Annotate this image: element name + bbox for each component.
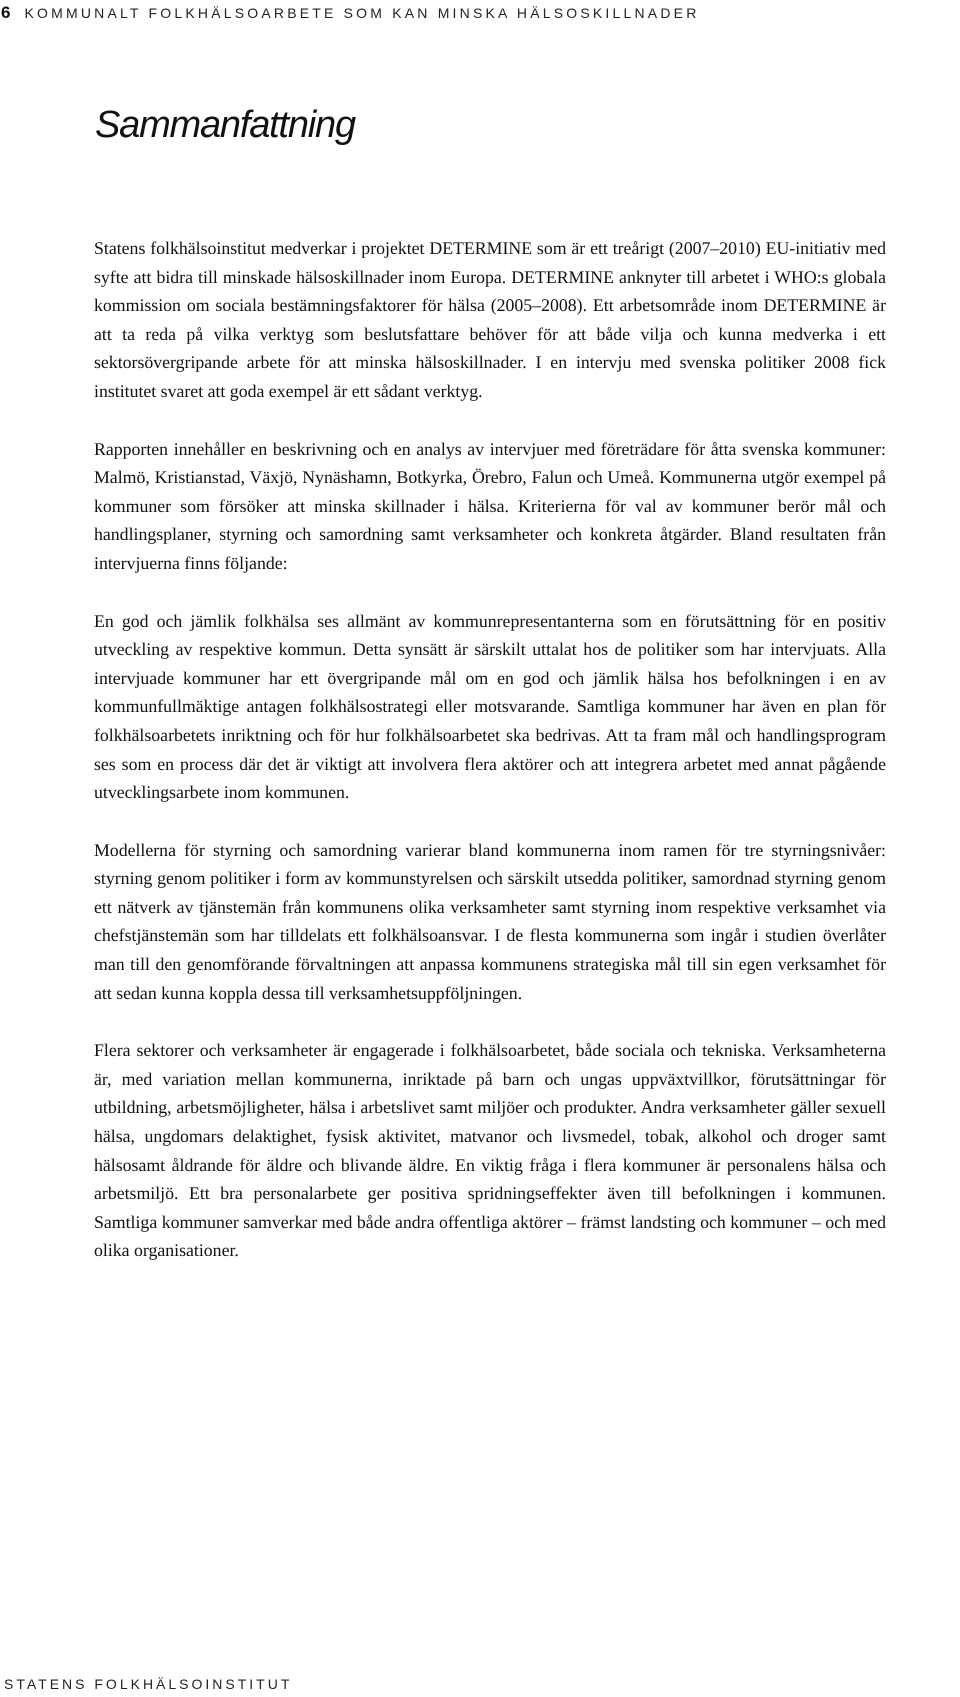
- paragraph-governance-models: Modellerna för styrning och samordning varierar bland kommunerna inom ramen för tre styrningsnivåer: styrning genom politiker i form av kommunstyrelsen och särskilt utsedda politiker, samordnad styrning genom ett nätverk av tjänstemän från kommunens olika verksamheter samt styrning inom respektive verksamhet via chefstjänstemän som har tilldelats ett folkhälsoansvar. I de flesta kommunerna som ingår i studien överlåter man till den genomförande förvaltningen att anpassa kommunens strategiska mål till sin egen verksamhet för att sedan kunna koppla dessa till verksamhetsuppföljningen.: [94, 839, 886, 1003]
- page-number: 6: [1, 3, 11, 22]
- running-footer: STATENS FOLKHÄLSOINSTITUT: [4, 1676, 293, 1692]
- paragraph-equal-health: En god och jämlik folkhälsa ses allmänt av kommunrepresentanterna som en förutsättning för en positiv utveckling av respektive kommun. Detta synsätt är särskilt uttalat hos de politiker som har intervjuats. Alla intervjuade kommuner har ett övergripande mål om en god och jämlik hälsa hos befolkningen i en av kommunfullmäktige antagen folkhälsostrategi eller motsvarande. Samtliga kommuner har även en plan för folkhälsoarbetets inriktning och för hur folkhälsoarbetet ska bedrivas. Att ta fram mål och handlingsprogram ses som en process där det är viktigt att involvera flera aktörer och att integrera arbetet med annat pågående utvecklingsarbete inom kommunen.: [94, 610, 886, 803]
- body-text: [94, 234, 886, 1294]
- section-title: Sammanfattning: [95, 104, 355, 146]
- paragraph-sectors: Flera sektorer och verksamheter är engagerade i folkhälsoarbetet, både sociala och tekniska. Verksamheterna är, med variation mellan kommunerna, inriktade på barn och ungas uppväxtvillkor, förutsättningar för utbildning, arbetsmöjligheter, hälsa i arbetslivet samt miljöer och produkter. Andra verksamheter gäller sexuell hälsa, ungdomars delaktighet, fysisk aktivitet, matvanor och livsmedel, tobak, alkohol och droger samt hälsosamt åldrande för äldre och blivande äldre. En viktig fråga i flera kommuner är personalens hälsa och arbetsmiljö. Ett bra personalarbete ger positiva spridningseffekter även till befolkningen i kommunen. Samtliga kommuner samverkar med både andra offentliga aktörer – främst landsting och kommuner – och med olika organisationer.: [94, 1040, 886, 1261]
- running-header: [0, 0, 940, 26]
- paragraph-intro: Statens folkhälsoinstitut medverkar i projektet DETERMINE som är ett treårigt (2007–2010) EU-initiativ med syfte att bidra till minskade hälsoskillnader inom Europa. DETERMINE anknyter till arbetet i WHO:s globala kommission om sociala bestämningsfaktorer för hälsa (2005–2008). Ett arbetsområde inom DETERMINE är att ta reda på vilka verktyg som beslutsfattare behöver för att både vilja och kunna medverka i ett sektorsövergripande arbete för att minska hälsoskillnader. I en intervju med svenska politiker 2008 fick institutet svaret att goda exempel är ett sådant verktyg.: [94, 238, 886, 401]
- running-header-title: KOMMUNALT FOLKHÄLSOARBETE SOM KAN MINSKA HÄLSOSKILLNADER: [24, 5, 700, 21]
- paragraph-report-contents: Rapporten innehåller en beskrivning och en analys av intervjuer med företrädare för åtta svenska kommuner: Malmö, Kristianstad, Växjö, Nynäshamn, Botkyrka, Örebro, Falun och Umeå. Kommunerna utgör exempel på kommuner som försöker att minska skillnader i hälsa. Kriterierna för val av kommuner berör mål och handlingsplaner, styrning och samordning samt verksamheter och konkreta åtgärder. Bland resultaten från intervjuerna finns följande:: [94, 438, 886, 573]
